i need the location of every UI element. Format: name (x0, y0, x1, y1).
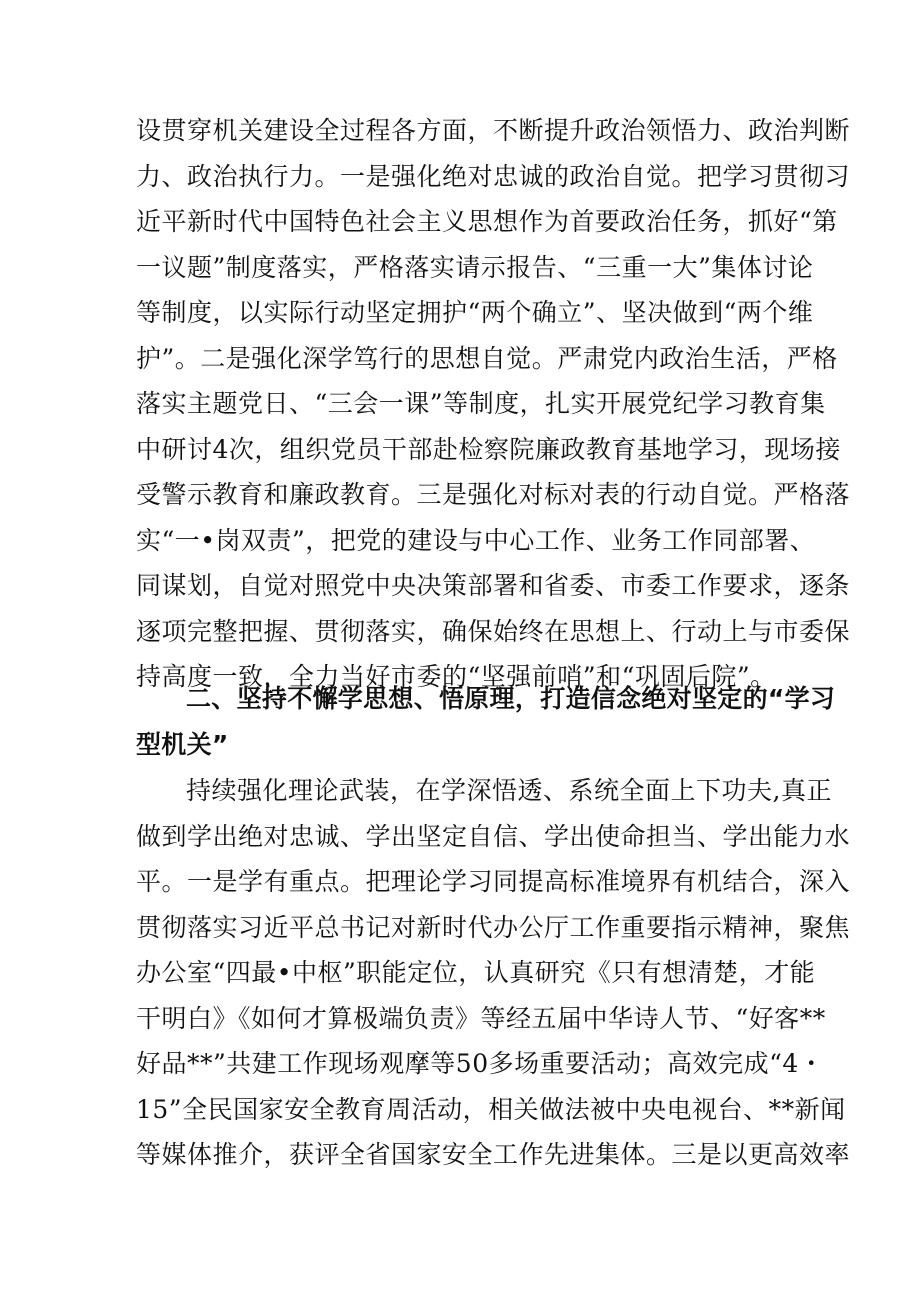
text-line: 一议题”制度落实，严格落实请示报告、“三重一大”集体讨论 (136, 252, 814, 282)
text-line: 近平新时代中国特色社会主义思想作为首要政治任务，抓好“第 (136, 207, 838, 236)
text-line: 力、政治执行力。一是强化绝对忠诚的政治自觉。把学习贯彻习 (136, 161, 851, 191)
paragraph-theory-study (136, 768, 851, 1178)
text-line: 护”。二是强化深学笃行的思想自觉。严肃党内政治生活，严格 (136, 343, 838, 373)
text-line: 贯彻落实习近平总书记对新时代办公厅工作重要指示精神，聚焦 (136, 912, 851, 942)
heading-line: 型机关” (136, 729, 229, 759)
heading-line: 二、坚持不懈学思想、悟原理，打造信念绝对坚定的“学习 (186, 684, 836, 713)
text-line: 实“一•岗双责”，把党的建设与中心工作、业务工作同部署、 (136, 525, 816, 555)
text-line: 15”全民国家安全教育周活动，相关做法被中央电视台、**新闻 (136, 1094, 846, 1124)
text-line: 逐项完整把握、贯彻落实，确保始终在思想上、行动上与市委保 (136, 616, 851, 646)
paragraph-party-building (136, 108, 851, 700)
text-line: 等制度，以实际行动坚定拥护“两个确立”、坚决做到“两个维 (136, 298, 814, 327)
text-line: 持续强化理论武装，在学深悟透、系统全面上下功夫,真正 (186, 776, 832, 805)
text-line: 落实主题党日、“三会一课”等制度，扎实开展党纪学习教育集 (136, 389, 826, 418)
text-line: 办公室“四最•中枢”职能定位，认真研究《只有想清楚，才能 (136, 958, 816, 987)
text-line: 做到学出绝对忠诚、学出坚定自信、学出使命担当、学出能力水 (136, 821, 851, 851)
text-line: 等媒体推介，获评全省国家安全工作先进集体。三是以更高效率 (136, 1140, 851, 1169)
section-heading-2 (136, 676, 836, 767)
text-line: 设贯穿机关建设全过程各方面，不断提升政治领悟力、政治判断 (136, 116, 851, 145)
text-line: 同谋划，自觉对照党中央决策部署和省委、市委工作要求，逐条 (136, 571, 851, 600)
text-line: 持高度一致，全力当好市委的“坚强前哨”和“巩固后院”。 (136, 662, 776, 691)
text-line: 干明白》《如何才算极端负责》等经五届中华诗人节、“好客** (136, 1003, 826, 1033)
text-line: 好品**”共建工作现场观摩等50多场重要活动；高效完成“4・ (136, 1049, 825, 1078)
text-line: 平。一是学有重点。把理论学习同提高标准境界有机结合，深入 (136, 867, 851, 896)
text-line: 中研讨4次，组织党员干部赴检察院廉政教育基地学习，现场接 (136, 434, 841, 464)
text-line: 受警示教育和廉政教育。三是强化对标对表的行动自觉。严格落 (136, 480, 851, 509)
